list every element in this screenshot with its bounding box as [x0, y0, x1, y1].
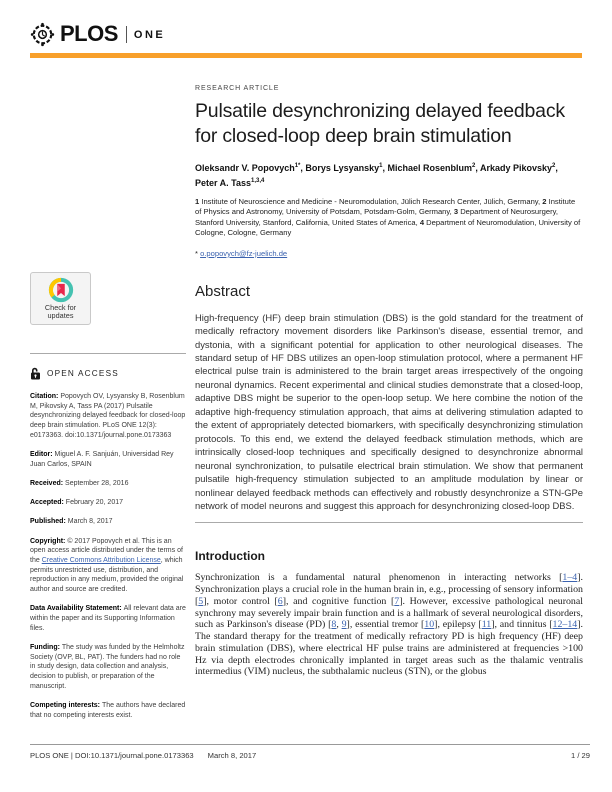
copyright-block: Copyright: © 2017 Popovych et al. This is an open access article distributed under the terms of the Creative Commons Attribution License, which permits unrestricted use, distribution, and reproduction in any medium, provided the original author and source are credited. [30, 537, 184, 594]
article-title-line1: Pulsatile desynchronizing delayed feedback [195, 100, 565, 122]
plos-wordmark: PLOS [60, 21, 118, 46]
crossmark-icon [48, 277, 74, 303]
journal-name: ONE [133, 29, 166, 41]
journal-header [30, 20, 582, 58]
footer-citation: PLOS ONE | DOI:10.1371/journal.pone.0173363 [30, 751, 194, 760]
check-for-updates-button[interactable] [30, 272, 91, 325]
corresponding-asterisk: * [195, 248, 201, 258]
data-availability-block: Data Availability Statement: All relevant data are within the paper and its Supporting Information files. [30, 605, 186, 632]
editor-block: Editor: Miguel A. F. Sanjuán, Universidad Rey Juan Carlos, SPAIN [30, 451, 174, 468]
inline-link[interactable]: 8 [331, 619, 337, 631]
header-accent-bar [30, 53, 582, 58]
footer-page-number: 1 / 29 [571, 751, 590, 760]
inline-link[interactable]: 11 [481, 619, 492, 631]
published-block: Published: March 8, 2017 [30, 518, 113, 526]
funding-block: Funding: The study was funded by the Helmholtz Society (OVP, BL, PAT). The funders had no role in study design, data collection and analysis, decision to publish, or preparation of the manuscript. [30, 643, 185, 690]
check-for-updates-label: Check for updates [44, 302, 77, 320]
inline-link[interactable]: 6 [277, 595, 283, 607]
inline-link[interactable]: 9 [341, 619, 347, 631]
inline-link[interactable]: 10 [424, 619, 435, 631]
footer-left [30, 751, 256, 760]
abstract-text: High-frequency (HF) deep brain stimulation (DBS) is the gold standard for the treatment of medically refractory movement disorders like Parkinson's disease, essential tremor, and dystonia, with a significant potential for application to other neurological diseases. The standard setup of HF DBS utilizes an open-loop stimulation protocol, where a permanent HF electrical pulse train is administered to the brain target areas irrespectively of the ongoing neuronal dynamics. Recent experimental and clinical studies demonstrate that a closed-loop, adaptive DBS might be superior to the open-loop setup. We here combine the notion of the adaptive high-frequency stimulation approach, that aims at delivering stimulation adapted to the extent of appropriately detected biomarkers, with specifically desynchronizing stimulation protocols. To this end, we extend the delayed feedback stimulation methods, which are intrinsically closed-loop techniques and specifically designed to desynchronize abnormal neuronal synchronization, to pulsatile electrical brain stimulation. We show that permanent pulsatile high-frequency stimulation subjected to an amplitude modulation by linear or nonlinear delayed feedback methods can effectively and robustly desynchronize a STN-GPe network of model neurons and suggest this approach for desynchronizing closed-loop DBS. [195, 311, 583, 511]
open-access-label: OPEN ACCESS [47, 369, 119, 378]
open-access-row [30, 367, 186, 380]
inline-link[interactable]: 5 [198, 595, 204, 607]
abstract-divider [195, 522, 583, 523]
logo-divider [126, 26, 127, 43]
footer-date: March 8, 2017 [207, 751, 257, 760]
article-metadata-sidebar [30, 272, 186, 730]
plos-logo-icon [30, 22, 55, 47]
received-block: Received: September 28, 2016 [30, 479, 129, 487]
accepted-block: Accepted: February 20, 2017 [30, 499, 123, 507]
sidebar-divider [30, 353, 186, 354]
footer-divider [30, 744, 590, 745]
citation-block: Citation: Popovych OV, Lysyansky B, Rosenblum M, Pikovsky A, Tass PA (2017) Pulsatile desynchronizing delayed feedback for closed-loop deep brain stimulation. PLoS ONE 12(3): e0173363. doi:10.1371/journal.pone.0173363 [30, 393, 186, 439]
inline-link[interactable]: Creative Commons Attribution License [41, 556, 161, 564]
article-title-line2: for closed-loop deep brain stimulation [195, 124, 512, 147]
abstract-heading: Abstract [195, 282, 251, 300]
inline-link[interactable]: 1–4 [562, 572, 578, 584]
inline-link[interactable]: 12–14 [552, 619, 578, 631]
open-lock-icon [30, 367, 41, 380]
research-article-label: RESEARCH ARTICLE [195, 85, 280, 92]
article-title [195, 99, 583, 148]
affiliations: 1 Institute of Neuroscience and Medicine - Neuromodulation, Jülich Research Center, Jülich, Germany, 2 Institute of Physics and Astronomy, University of Potsdam, Potsdam-Golm, Germany, 3 Department of Neurosurgery, Stanford University, Stanford, California, United States of America, 4 Department of Neuromodulation, University of Cologne, Cologne, Germany [195, 197, 581, 238]
introduction-heading: Introduction [195, 549, 265, 564]
competing-interests-block: Competing interests: The authors have declared that no competing interests exist. [30, 701, 186, 719]
corresponding-email-link[interactable]: o.popovych@fz-juelich.de [200, 248, 288, 258]
inline-link[interactable]: 7 [394, 595, 400, 607]
page-footer [30, 751, 590, 760]
introduction-text: Synchronization is a fundamental natural phenomenon in interacting networks [1–4]. Synchronization plays a crucial role in the human brain in, e.g., processing of sensory information [5], motor control [6], and cognitive function [7]. However, excessive pathological neuronal synchrony may severely impair brain function and is a hallmark of several neurological disorders, such as Parkinson's disease (PD) [8, 9], essential tremor [10], epilepsy [11], and tinnitus [12–14]. The standard therapy for the treatment of medically refractory PD is high frequency (HF) deep brain stimulation (DBS), where electrical HF pulse trains are administered at frequencies >100 Hz via depth electrodes chronically implanted in target areas such as the thalamic ventralis intermedius (VIM) nucleus, the subthalamic nucleus (STN), or the globus [195, 572, 584, 678]
authors-line: Oleksandr V. Popovych$^{1*}$, Borys Lysyansky$^1$, Michael Rosenblum$^2$, Arkady Pikovsky$^2$, Peter A. Tass$^{1,3,4}$ [195, 163, 558, 188]
sidebar-blocks [30, 392, 186, 720]
corresponding-author-line [195, 249, 583, 258]
plos-one-logo [30, 20, 582, 48]
article-main-column [195, 85, 583, 678]
